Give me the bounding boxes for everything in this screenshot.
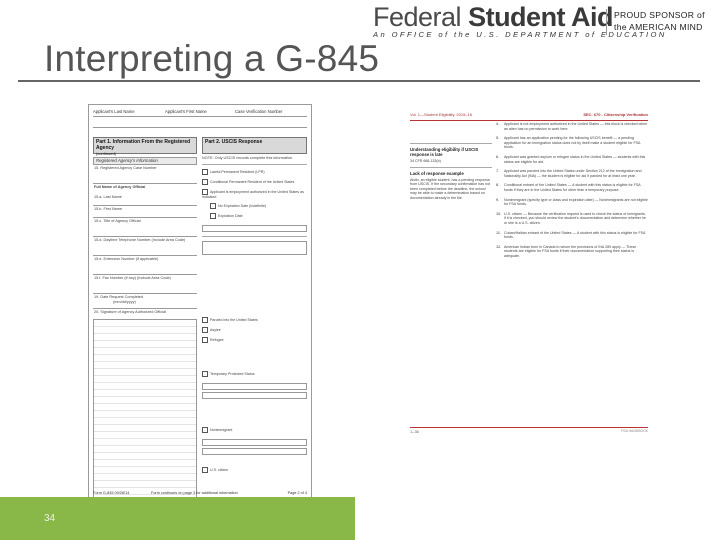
form-header-cell: Case Verification Number <box>235 109 283 114</box>
checkbox-row <box>202 169 307 179</box>
footer-green-bar <box>0 497 355 540</box>
checkbox-row <box>202 467 307 477</box>
list-item <box>496 136 648 150</box>
part1-title: Part 1. Information From the Registered Agency <box>96 139 191 151</box>
handbook-items <box>496 122 648 263</box>
form-field <box>93 275 197 294</box>
checkbox-label: No Expiration Date (Indefinite) <box>218 203 267 208</box>
spacer <box>202 347 307 371</box>
part2-note: NOTE: Only USCIS records complete this information. <box>202 156 294 160</box>
checkbox-icon <box>210 203 216 209</box>
handbook-page <box>408 110 650 436</box>
form-field <box>93 294 197 309</box>
item-text: Cuban/Haitian entrant of the United States — A student with this status is eligible for FSA funds. <box>504 230 646 240</box>
sponsor-line-1: PROUD SPONSOR of <box>614 10 705 20</box>
form-field <box>93 237 197 256</box>
list-item <box>496 245 648 259</box>
registered-agency-section: Registered Agency's Information <box>93 157 197 165</box>
item-text: U.S. citizen — Because the verification request is used to check the status of immigrants, if it is checked, you should review the student's documentation and determine whether he or she is a U.S. citizen. <box>504 211 646 225</box>
checkbox-icon <box>202 169 208 175</box>
form-field <box>93 165 197 184</box>
form-header-cell: Applicant's First Name <box>165 109 207 114</box>
page-number: 34 <box>44 513 56 524</box>
checkbox-icon <box>202 371 208 377</box>
field-label: Full Name of Agency Official <box>94 185 146 189</box>
checkbox-label: Refugee <box>210 337 224 342</box>
checkbox-row <box>202 189 307 203</box>
item-text: Conditional entrant of the United States — A student with this status is eligible for FSA funds if they are in the United States for other than a temporary purpose. <box>504 183 641 192</box>
sponsor-line-2: the AMERICAN MIND <box>614 22 703 32</box>
sidebar-heading: Understanding eligibility if USCIS response is late <box>410 147 479 157</box>
fsa-logo-part1: Federal <box>373 2 469 32</box>
item-text: Applicant has an application pending for the following USCIS benefit — a pending application for an immigration status does not by itself make a student eligible for FSA funds. <box>504 136 641 150</box>
checkbox-row <box>202 327 307 337</box>
divider <box>202 164 307 165</box>
item-number: 10. <box>496 211 502 216</box>
handbook-footer-right: FSA HANDBOOK <box>621 429 648 433</box>
field-label: 15.e. Extension Number (if applicable) <box>94 257 159 261</box>
checkbox-label: Conditional Permanent Resident of the United States <box>210 179 295 184</box>
sidebar-ref: 34 CFR 668.133(b) <box>410 159 441 163</box>
list-item <box>496 155 648 164</box>
field-label: 15.b. First Name <box>94 207 123 211</box>
date-box <box>202 383 307 390</box>
checkbox-icon <box>202 317 208 323</box>
item-number: 9. <box>496 197 500 202</box>
item-number: 6. <box>496 154 500 159</box>
checkbox-row <box>202 427 307 437</box>
item-text: Applicant was granted asylum or refugee status in the United States — students with this status are eligible for aid. <box>504 154 646 164</box>
checkbox-row <box>202 203 307 213</box>
checkbox-label: U.S. citizen <box>210 467 229 472</box>
spacer <box>202 401 307 427</box>
checkbox-icon <box>202 427 208 433</box>
checkbox-label: Nonimmigrant <box>210 427 233 432</box>
checkbox-label: Asylee <box>210 327 221 332</box>
form-right-column <box>202 137 307 482</box>
field-label: 19. Date Request Completed <box>94 295 143 299</box>
fsa-tagline: An OFFICE of the U.S. DEPARTMENT of EDUCATION <box>373 30 667 39</box>
field-label: 15.a. Last Name <box>94 195 122 199</box>
checkbox-icon <box>202 179 208 185</box>
checkbox-row <box>202 317 307 327</box>
checkbox-icon <box>202 327 208 333</box>
form-field <box>93 218 197 237</box>
field-label: 15.d. Daytime Telephone Number (Include Area Code) <box>94 238 186 242</box>
field-label: 15.f. Fax Number (if any) (Include Area Code) <box>94 276 171 280</box>
form-footer-center: Form continues on page 3 for additional information <box>151 491 238 495</box>
form-field <box>93 309 197 317</box>
handbook-footer <box>410 427 648 434</box>
sidebar-heading-2: Lack of response example <box>410 170 464 176</box>
signature-box <box>93 319 197 501</box>
list-item <box>496 198 648 207</box>
list-item <box>496 122 648 131</box>
slide-title: Interpreting a G-845 <box>44 38 380 79</box>
checkbox-label: Applicant is employment authorized in the United States as indicated <box>202 189 304 199</box>
part1-subtitle: (continued) <box>96 151 117 156</box>
date-box <box>202 241 307 255</box>
sidebar-text: Aislin, an eligible student, has a pending response from USCIS. If the secondary confirmation has not been completed before the deadline, the school may be able to make a determination based on documentation already in the file. <box>410 177 491 200</box>
part2-title: Part 2. USCIS Response <box>205 139 263 145</box>
handbook-sidebar <box>410 140 492 201</box>
fsa-logo <box>373 2 613 33</box>
item-text: Applicant is not employment authorized in the United States — this block is checked when an alien has no permission to work here. <box>504 122 648 131</box>
handbook-footer-left: 1–36 <box>410 429 419 434</box>
form-header-cell: Applicant's Last Name <box>93 109 135 114</box>
spacer <box>202 257 307 317</box>
spacer <box>202 457 307 467</box>
form-field <box>93 256 197 275</box>
checkbox-label: Paroled into the United States <box>210 317 258 322</box>
form-header-row <box>93 109 307 131</box>
date-format-hint: (mm/dd/yyyy) <box>113 300 136 304</box>
field-label: 15.c. Title of Agency Official <box>94 219 141 223</box>
checkbox-row <box>202 213 307 223</box>
item-number: 7. <box>496 169 500 174</box>
date-box <box>202 448 307 455</box>
item-number: 5. <box>496 136 500 141</box>
field-label: 20. Signature of Agency Authorized Official <box>94 310 166 314</box>
checkbox-label: Lawful Permanent Resident (LPR) <box>210 169 265 174</box>
form-field <box>93 194 197 206</box>
part1-header <box>93 137 197 154</box>
list-item <box>496 212 648 226</box>
checkbox-label: Temporary Protected Status <box>210 371 255 376</box>
list-item <box>496 169 648 178</box>
form-header-line <box>93 116 307 117</box>
divider <box>410 143 492 144</box>
footer-divider <box>606 9 607 35</box>
part2-header <box>202 137 307 154</box>
title-underline <box>18 80 700 82</box>
handbook-header-right: SEC. 670 - Citizenship Verification <box>583 112 648 117</box>
divider <box>202 236 307 237</box>
item-number: 11. <box>496 230 501 235</box>
list-item <box>496 231 648 240</box>
checkbox-icon <box>202 467 208 473</box>
checkbox-row <box>202 337 307 347</box>
item-text: American Indian born in Canada to whom the provisions of INA 289 apply — These students are eligible for FSA funds if their documentation supporting their status is adequate. <box>504 244 637 258</box>
form-header-line <box>93 127 307 128</box>
list-item <box>496 183 648 192</box>
item-text: Applicant was paroled into the United States under Section 212 of the Immigration and Nationality Act (INA) — the student is eligible for aid if paroled for at least one year. <box>504 169 642 178</box>
checkbox-label: Expiration Date <box>218 213 243 218</box>
slide-footer <box>0 497 720 540</box>
divider <box>410 167 492 168</box>
handbook-header-left: Vol. 1—Student Eligibility, 2015–16 <box>410 112 472 117</box>
item-text: Nonimmigrant (specify type or class and expiration date) — Nonimmigrants are not eligible for FSA funds. <box>504 197 648 207</box>
checkbox-row <box>202 179 307 189</box>
form-footer-right: Page 2 of 4 <box>287 491 307 495</box>
checkbox-icon <box>210 213 216 219</box>
date-box <box>202 439 307 446</box>
checkbox-icon <box>202 337 208 343</box>
date-box <box>202 225 307 232</box>
item-number: 12. <box>496 244 502 249</box>
item-number: 4. <box>496 122 500 126</box>
field-label: 15. Registered Agency Case Number <box>94 166 157 170</box>
form-field <box>93 184 197 194</box>
form-left-column <box>93 137 197 482</box>
handbook-header <box>410 112 648 121</box>
g845-form-page <box>88 104 312 501</box>
form-footer-left: Form G-845 09/28/14 <box>93 491 130 495</box>
checkbox-row <box>202 371 307 381</box>
fsa-logo-part2: Student Aid <box>468 2 614 32</box>
item-number: 8. <box>496 183 500 188</box>
form-field <box>93 206 197 218</box>
date-box <box>202 392 307 399</box>
